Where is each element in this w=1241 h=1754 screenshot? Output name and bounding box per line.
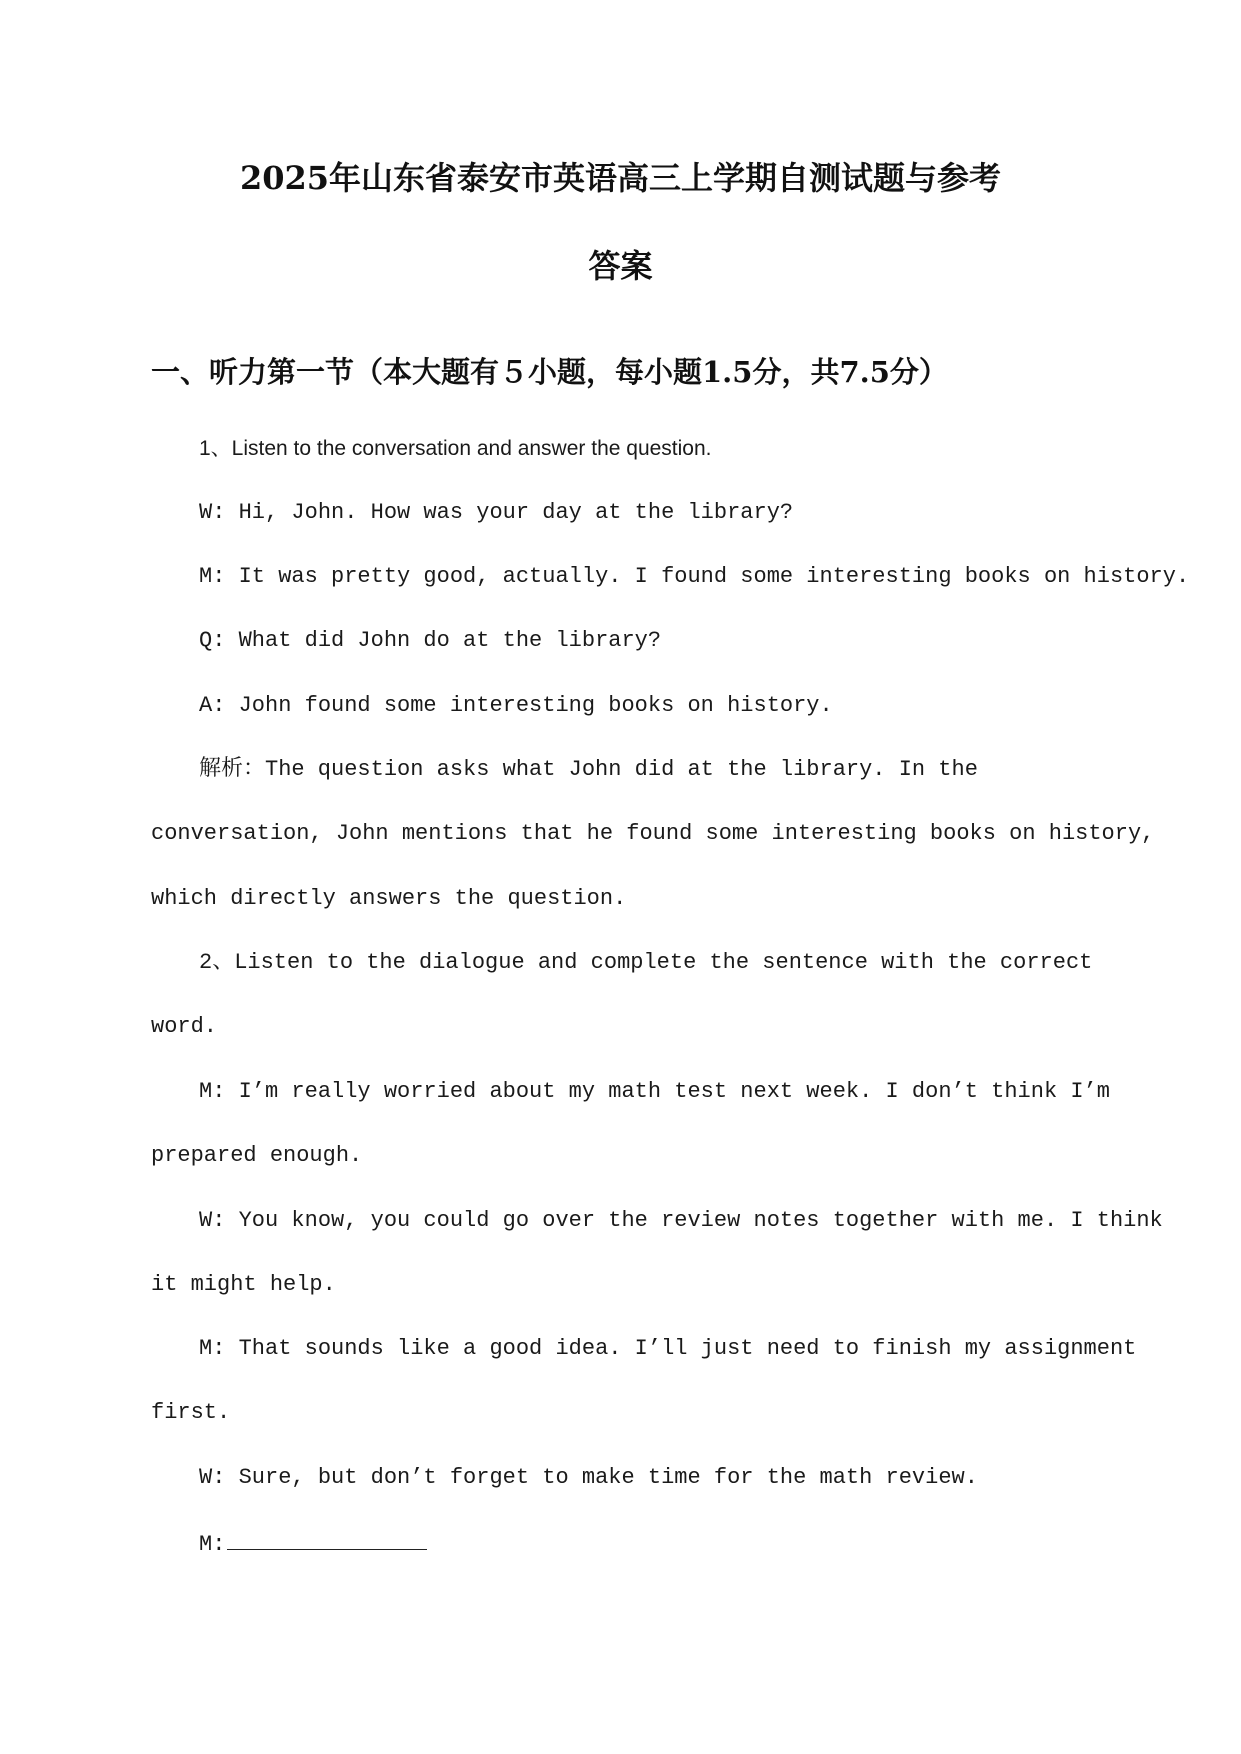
q2-answer-blank-line (199, 1527, 427, 1560)
q1-answer: A: John found some interesting books on history. (199, 693, 833, 718)
q2-man-label: M: (199, 1532, 226, 1557)
q2-prompt-line-1: 2、Listen to the dialogue and complete the sentence with the correct (199, 950, 1093, 975)
q1-analysis-line-2: conversation, John mentions that he found some interesting books on history, (151, 821, 1155, 846)
q1-prompt: 1、Listen to the conversation and answer the question. (199, 437, 712, 460)
q2-woman-line-1b: it might help. (151, 1272, 336, 1297)
q2-woman-line-1a: W: You know, you could go over the review notes together with me. I think (199, 1208, 1163, 1233)
q2-man-line-1b: prepared enough. (151, 1143, 363, 1168)
q2-prompt-line-2: word. (151, 1014, 218, 1039)
document-title-line-2: 答案 (588, 247, 653, 285)
q1-woman-line: W: Hi, John. How was your day at the library? (199, 500, 794, 525)
q1-analysis-line-3: which directly answers the question. (151, 886, 627, 911)
document-title-line-1: 2025年山东省泰安市英语高三上学期自测试题与参考 (239, 159, 1002, 197)
q1-question: Q: What did John do at the library? (199, 628, 662, 653)
q1-analysis-line-1: 解析：The question asks what John did at the library. In the (199, 757, 978, 782)
q1-man-line: M: It was pretty good, actually. I found some interesting books on history. (199, 564, 1190, 589)
q2-man-line-2b: first. (151, 1400, 231, 1425)
q2-woman-line-2: W: Sure, but don’t forget to make time for the math review. (199, 1465, 978, 1490)
section-heading-listening: 一、听力第一节（本大题有５小题，每小题1.5分，共7.5分） (151, 355, 948, 389)
q2-man-line-2a: M: That sounds like a good idea. I’ll just need to finish my assignment (199, 1336, 1137, 1361)
answer-blank[interactable] (227, 1527, 427, 1550)
q2-man-line-1a: M: I’m really worried about my math test next week. I don’t think I’m (199, 1079, 1110, 1104)
